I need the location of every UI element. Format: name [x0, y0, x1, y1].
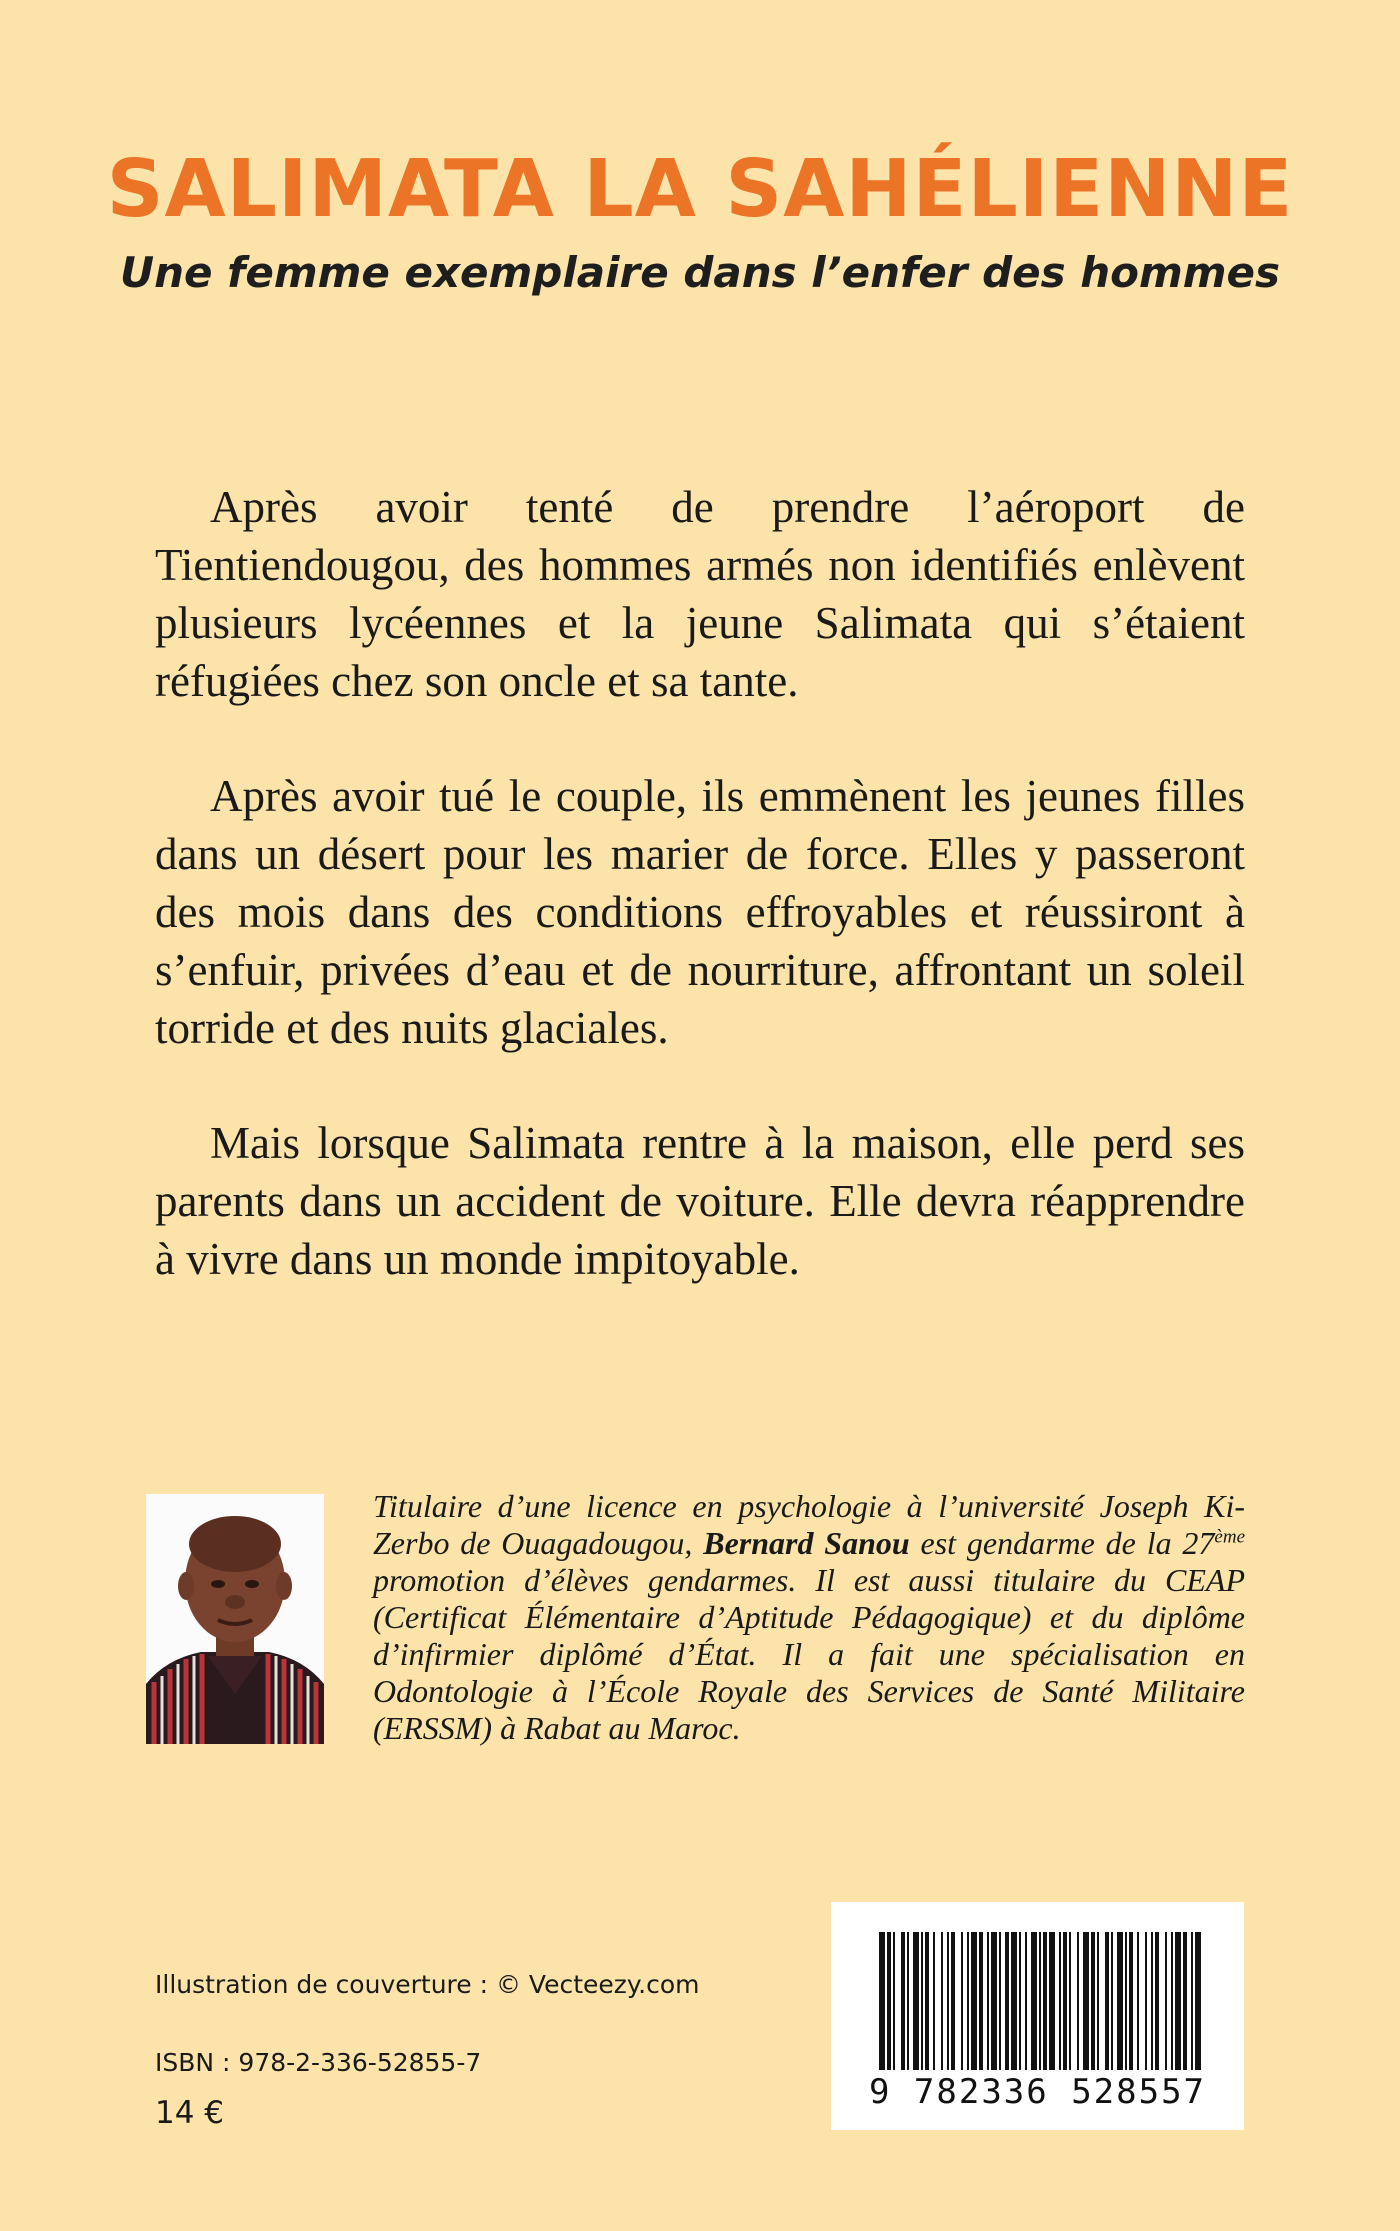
author-portrait-icon [146, 1494, 324, 1744]
price-label: 14 € [155, 2095, 225, 2131]
author-photo [146, 1494, 324, 1744]
synopsis [155, 478, 1245, 1345]
author-bio-text-2: est gendarme de la 27 [909, 1525, 1215, 1561]
book-subtitle: Une femme exemplaire dans l’enfer des hommes [119, 248, 1281, 297]
synopsis-paragraph-2: Après avoir tué le couple, ils emmènent les jeunes filles dans un désert pour les marier de force. Elles y passeront des mois dans des conditions effroyables et réussiront à s’enfuir, privées d’eau et de nourriture, affrontant un soleil torride et des nuits glaciales. [155, 771, 1245, 1053]
book-title: SALIMATA LA SAHÉLIENNE [106, 143, 1294, 235]
barcode-digits: 9 782336 528557 [868, 2072, 1207, 2112]
synopsis-paragraph-3: Mais lorsque Salimata rentre à la maison, elle perd ses parents dans un accident de voiture. Elle devra réapprendre à vivre dans un monde impitoyable. [155, 1118, 1245, 1284]
barcode [831, 1902, 1244, 2130]
illustration-credit: Illustration de couverture : © Vecteezy.com [155, 1970, 700, 1999]
author-bio-text-3: promotion d’élèves gendarmes. Il est aussi titulaire du CEAP (Certificat Élémentaire d’Aptitude Pédagogique) et du diplôme d’infirmier diplômé d’État. Il a fait une spécialisation en Odontologie à l’École Royale des Services de Santé Militaire (ERSSM) à Rabat au Maroc. [373, 1562, 1245, 1746]
ordinal-suffix: ème [1214, 1526, 1246, 1548]
isbn-label: ISBN : 978-2-336-52855-7 [155, 2048, 482, 2077]
synopsis-paragraph-1: Après avoir tenté de prendre l’aéroport de Tientiendougou, des hommes armés non identifiés enlèvent plusieurs lycéennes et la jeune Salimata qui s’étaient réfugiées chez son oncle et sa tante. [155, 482, 1245, 706]
author-bio [373, 1488, 1245, 1747]
author-bio-text-1: Titulaire d’une licence en psychologie à l’université Joseph Ki-Zerbo de Ouagadougou, [373, 1488, 1245, 1561]
author-name: Bernard Sanou [703, 1525, 910, 1561]
